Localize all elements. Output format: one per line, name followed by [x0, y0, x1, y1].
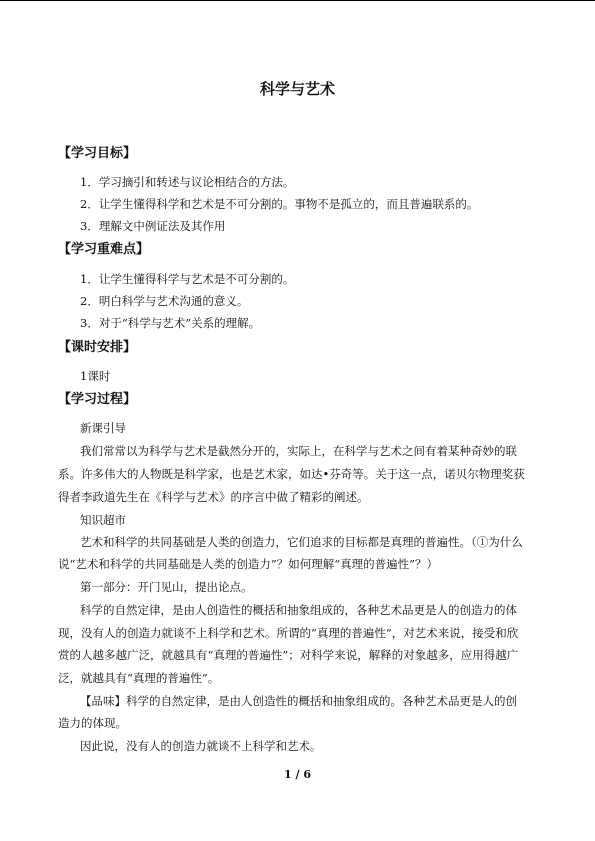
goal-item-1: 1．学习摘引和转述与议论相结合的方法。 — [80, 175, 295, 189]
section-heading-key-points: 【学习重难点】 — [58, 242, 150, 257]
process-subheading-intro: 新课引导 — [80, 421, 126, 435]
process-paragraph-line: 泛，就越具有“真理的普遍性”。 — [58, 671, 220, 685]
process-paragraph-line: 科学的自然定律，是由人创造性的概括和抽象组成的，各种艺术品更是人的创造力的体 — [80, 603, 517, 617]
process-paragraph-line: 我们常常以为科学与艺术是截然分开的，实际上，在科学与艺术之间有着某种奇妙的联 — [80, 444, 517, 458]
goal-item-3: 3．理解文中例证法及其作用 — [80, 219, 226, 233]
process-paragraph-line: 因此说，没有人的创造力就谈不上科学和艺术。 — [80, 739, 322, 753]
process-paragraph-line: 造力的体现。 — [58, 716, 127, 730]
section-heading-goals: 【学习目标】 — [58, 146, 137, 161]
process-paragraph-line: 得者李政道先生在《科学与艺术》的序言中做了精彩的阐述。 — [58, 490, 369, 504]
goal-item-2: 2．让学生懂得科学和艺术是不可分割的。事物不是孤立的，而且普遍联系的。 — [80, 197, 479, 211]
process-paragraph-line: 赏的人越多越广泛，就越具有“真理的普遍性”；对科学来说，解释的对象越多，应用得越广 — [58, 648, 519, 662]
section-heading-process: 【学习过程】 — [58, 392, 137, 407]
process-paragraph-line: 艺术和科学的共同基础是人类的创造力，它们追求的目标都是真理的普遍性。（①为什么 — [80, 535, 523, 549]
process-paragraph-line: 系。许多伟大的人物既是科学家，也是艺术家，如达•芬奇等。关于这一点，诺贝尔物理奖获 — [58, 467, 525, 481]
process-paragraph-line: 【品味】科学的自然定律，是由人创造性的概括和抽象组成的。各种艺术品更是人的创 — [80, 694, 517, 708]
process-paragraph-line: 说“艺术和科学的共同基础是人类的创造力”？如何理解“真理的普遍性”？） — [58, 557, 439, 571]
key-point-item-2: 2．明白科学与艺术沟通的意义。 — [80, 294, 249, 308]
document-title: 科学与艺术 — [259, 80, 335, 98]
section-heading-schedule: 【课时安排】 — [58, 340, 137, 355]
schedule-item-1: 1课时 — [80, 369, 111, 383]
process-part-one-heading: 第一部分：开门见山，提出论点。 — [80, 580, 253, 594]
process-subheading-knowledge: 知识超市 — [80, 513, 126, 527]
key-point-item-1: 1．让学生懂得科学与艺术是不可分割的。 — [80, 272, 295, 286]
page-number: 1 / 6 — [284, 768, 311, 781]
key-point-item-3: 3．对于“科学与艺术”关系的理解。 — [80, 316, 261, 330]
process-paragraph-line: 现，没有人的创造力就谈不上科学和艺术。所谓的“真理的普遍性”，对艺术来说，接受和欣 — [58, 626, 519, 640]
